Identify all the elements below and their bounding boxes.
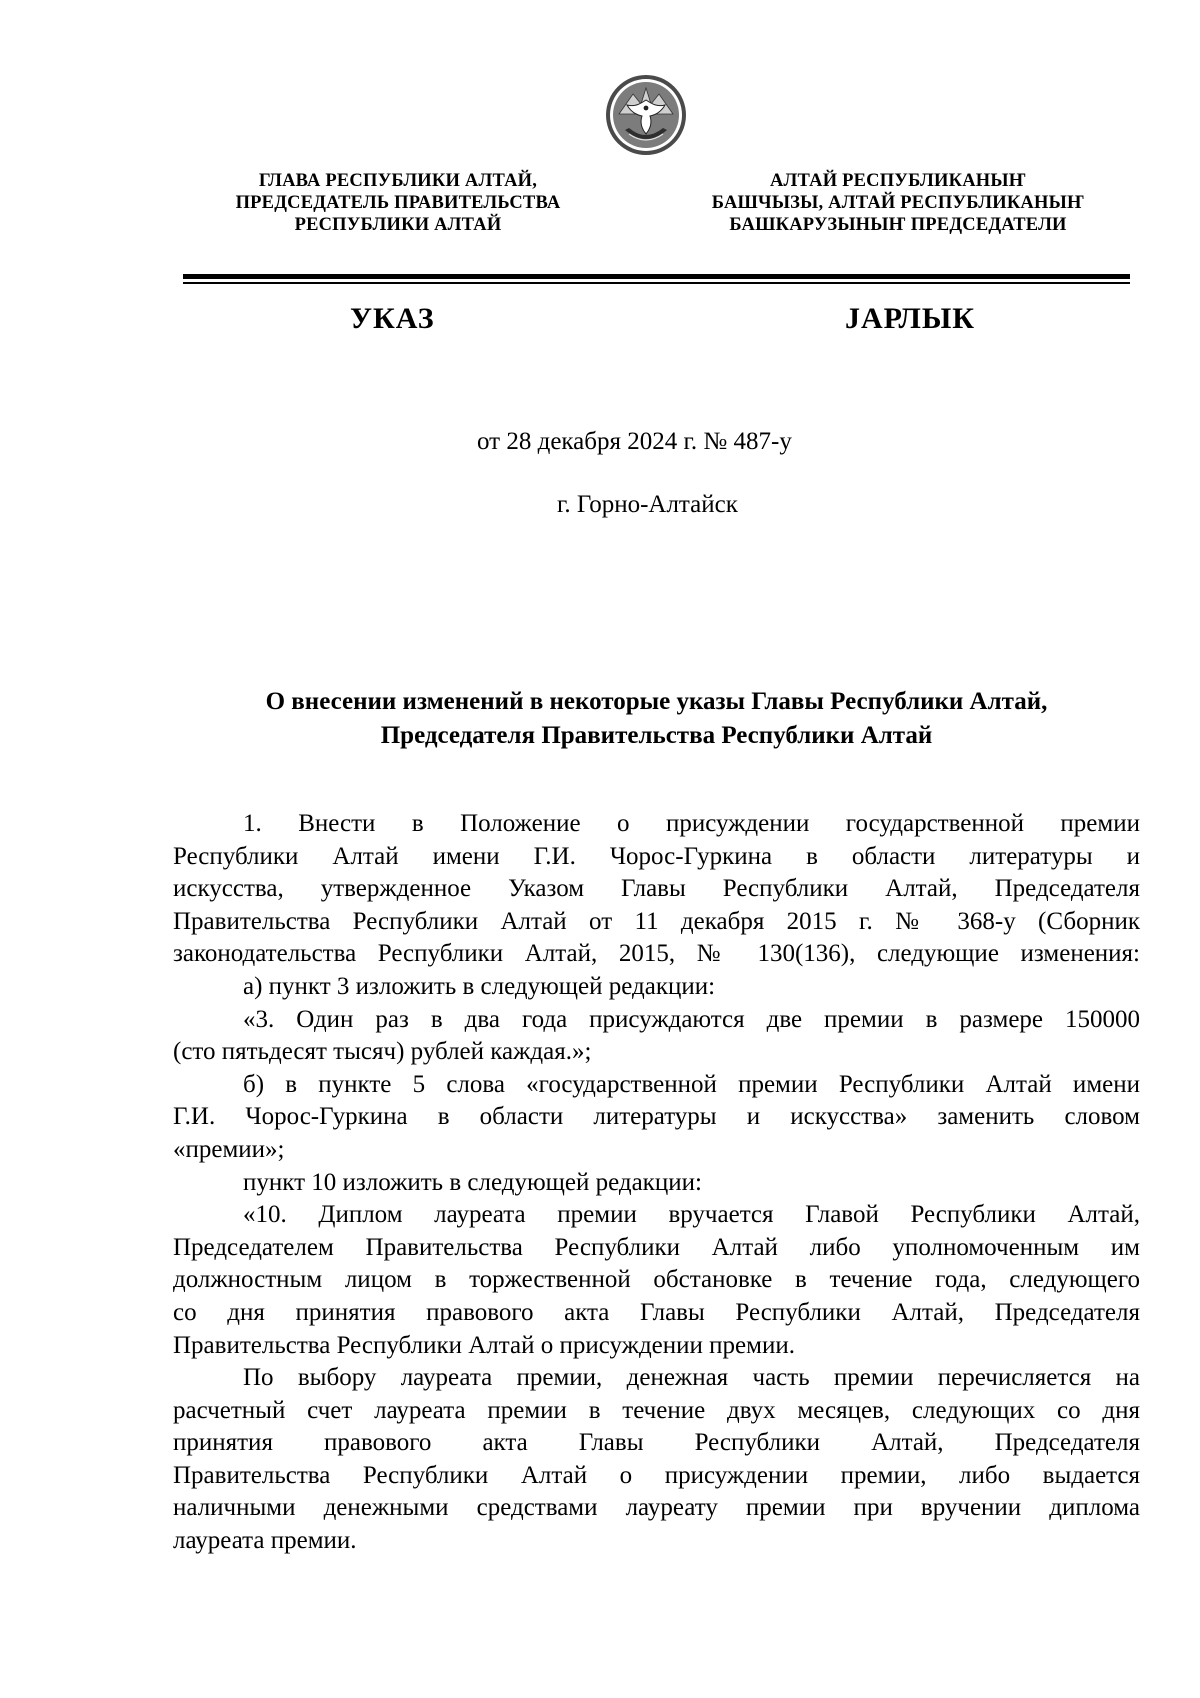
header-altai	[688, 170, 1108, 236]
document-date-number: от 28 декабря 2024 г. № 487-у	[477, 428, 792, 455]
body-line: должностным лицом в торжественной обстановке в течение года, следующего	[173, 1266, 1140, 1294]
body-line: «10. Диплом лауреата премии вручается Главой Республики Алтай,	[243, 1201, 1140, 1229]
body-line: «3. Один раз в два года присуждаются две премии в размере 150000	[243, 1005, 1140, 1033]
body-line: Председателем Правительства Республики Алтай либо уполномоченным им	[173, 1233, 1140, 1261]
header-divider-thick	[183, 274, 1130, 279]
body-line: а) пункт 3 изложить в следующей редакции:	[243, 972, 716, 1000]
header-altai-line-3: БАШКАРУЗЫНЫҤ ПРЕДСЕДАТЕЛИ	[729, 215, 1067, 235]
body-line: б) в пункте 5 слова «государственной премии Республики Алтай имени	[243, 1070, 1140, 1098]
header-ru-line-3: РЕСПУБЛИКИ АЛТАЙ	[294, 215, 502, 235]
body-line: «премии»;	[173, 1135, 285, 1163]
document-body	[173, 808, 1140, 1558]
body-line: (сто пятьдесят тысяч) рублей каждая.»;	[173, 1038, 592, 1066]
body-line: законодательства Республики Алтай, 2015, № 130(136), следующие изменения:	[173, 940, 1140, 968]
header-ru-line-2: ПРЕДСЕДАТЕЛЬ ПРАВИТЕЛЬСТВА	[235, 193, 561, 213]
document-title-line-2: Председателя Правительства Республики Алтай	[380, 722, 933, 749]
body-line: наличными денежными средствами лауреату премии при вручении диплома	[173, 1494, 1140, 1522]
body-line: пункт 10 изложить в следующей редакции:	[243, 1168, 702, 1196]
body-line: Правительства Республики Алтай о присуждении премии.	[173, 1331, 795, 1359]
document-city: г. Горно-Алтайск	[557, 491, 738, 518]
header-altai-line-2: БАШЧЫЗЫ, АЛТАЙ РЕСПУБЛИКАНЫҤ	[711, 193, 1085, 213]
body-line: расчетный счет лауреата премии в течение двух месяцев, следующих со дня	[173, 1396, 1140, 1424]
header-altai-line-1: АЛТАЙ РЕСПУБЛИКАНЫҤ	[769, 171, 1027, 191]
header-divider-thin	[183, 282, 1130, 284]
body-line: Правительства Республики Алтай о присуждении премии, либо выдается	[173, 1461, 1140, 1489]
body-line: Правительства Республики Алтай от 11 декабря 2015 г. № 368-у (Сборник	[173, 907, 1140, 935]
body-line: лауреата премии.	[173, 1527, 357, 1555]
body-line: 1. Внести в Положение о присуждении государственной премии	[243, 810, 1140, 837]
coat-of-arms-emblem	[605, 74, 687, 156]
body-line: со дня принятия правового акта Главы Республики Алтай, Председателя	[173, 1298, 1140, 1326]
document-title-line-1: О внесении изменений в некоторые указы Главы Республики Алтай,	[265, 688, 1048, 715]
body-line: Г.И. Чорос-Гуркина в области литературы и искусства» заменить словом	[173, 1103, 1140, 1131]
body-line: Республики Алтай имени Г.И. Чорос-Гуркина в области литературы и	[173, 842, 1140, 870]
doc-type-ru: УКАЗ	[350, 302, 435, 335]
document-title	[183, 685, 1130, 753]
doc-type-altai: ЈАРЛЫК	[845, 302, 976, 335]
header-ru-line-1: ГЛАВА РЕСПУБЛИКИ АЛТАЙ,	[258, 171, 538, 191]
body-line: принятия правового акта Главы Республики Алтай, Председателя	[173, 1429, 1140, 1457]
body-line: По выбору лауреата премии, денежная часть премии перечисляется на	[243, 1364, 1140, 1392]
body-line: искусства, утвержденное Указом Главы Республики Алтай, Председателя	[173, 875, 1140, 903]
header-ru	[198, 170, 598, 236]
